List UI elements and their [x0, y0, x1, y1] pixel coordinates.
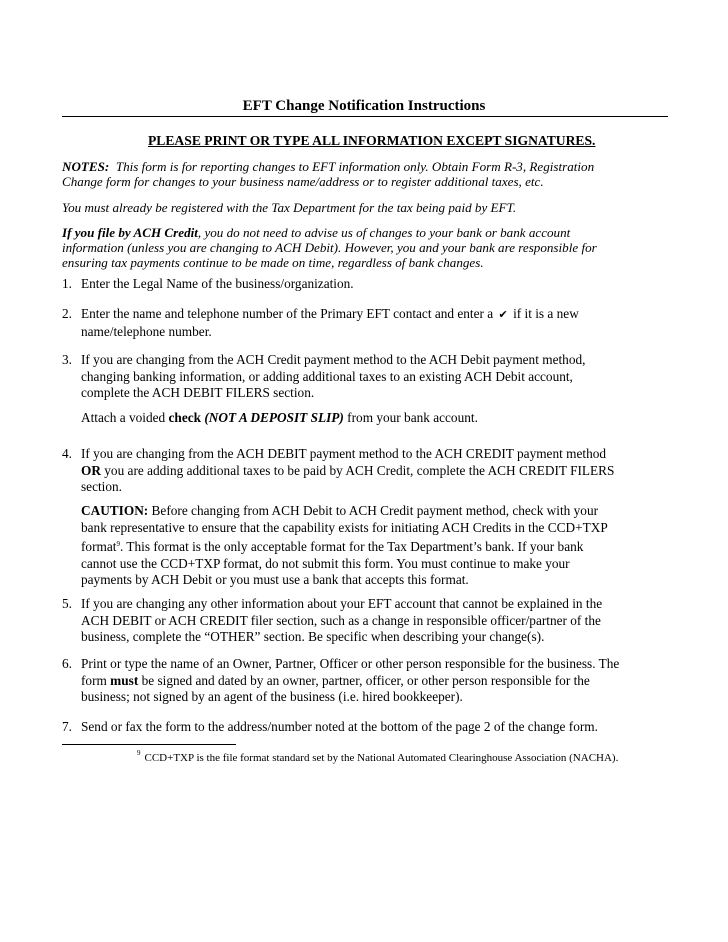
item-2-line-2: name/telephone number. [81, 323, 212, 339]
item-number: 6. [62, 656, 72, 671]
footnote-reference: 9 [116, 540, 120, 548]
item-text: Enter the Legal Name of the business/organization. [81, 276, 354, 291]
item-5-line-1: If you are changing any other information about your EFT account that cannot be explained in the [81, 596, 603, 611]
item-4-line-2: you are adding additional taxes to be paid by ACH Credit, complete the ACH CREDIT FILERS [100, 462, 615, 478]
item-2-text-b: if it is a new [513, 306, 579, 321]
notes-line-1-text: This form is for reporting changes to EFT information only. Obtain Form R-3, Registration [115, 159, 595, 174]
ach-credit-line-3: ensuring tax payments continue to be made on time, regardless of bank changes. [62, 255, 484, 270]
ach-credit-line-2: information (unless you are changing to ACH Debit). However, you and your bank are responsible for [62, 240, 597, 255]
item-6-line-1: Print or type the name of an Owner, Partner, Officer or other person responsible for the business. The [81, 656, 620, 671]
item-text [81, 446, 674, 496]
item-4-line-3: section. [81, 479, 122, 494]
item-3-line-1: If you are changing from the ACH Credit payment method to the ACH Debit payment method, [81, 352, 586, 367]
instruction-item-4-caution [62, 503, 674, 589]
ach-credit-line-1 [62, 225, 672, 240]
page-subtitle: PLEASE PRINT OR TYPE ALL INFORMATION EXCEPT SIGNATURES. [148, 133, 596, 148]
instruction-item-3-attach [62, 410, 674, 427]
attach-text-c: from your bank account. [343, 410, 478, 425]
item-6-line-3: business; not signed by an agent of the business (i.e. hired bookkeeper). [81, 689, 463, 704]
caution-line-5: payments by ACH Debit or you must use a bank that accepts this format. [81, 572, 469, 587]
footnote-text: CCD+TXP is the file format standard set by the National Automated Clearinghouse Association (NACHA). [144, 752, 619, 764]
item-6-form: form [81, 672, 111, 688]
notes-registered: You must already be registered with the Tax Department for the tax being paid by EFT. [62, 200, 517, 215]
instruction-item-5 [62, 596, 674, 646]
item-6-line-2: be signed and dated by an owner, partner, officer, or other person responsible for the [138, 672, 590, 688]
item-text: Send or fax the form to the address/number noted at the bottom of the page 2 of the change form. [81, 719, 598, 734]
attach-check-bold: check [168, 410, 202, 425]
item-2-text-a: Enter the name and telephone number of the Primary EFT contact and enter a [81, 306, 494, 321]
item-text [81, 352, 674, 402]
item-number: 7. [62, 719, 72, 734]
caution-line-3: . This format is the only acceptable format for the Tax Department’s bank. If your bank [119, 539, 584, 554]
item-number: 5. [62, 596, 72, 611]
notes-line-1 [62, 159, 672, 174]
ach-credit-bold: If you file by ACH Credit [62, 225, 198, 240]
instruction-item-4 [62, 446, 674, 496]
item-4-or: OR [81, 462, 101, 478]
notes-label: NOTES: [62, 159, 110, 174]
item-5-line-2: ACH DEBIT or ACH CREDIT filer section, such as a change in responsible officer/partner of the [81, 612, 601, 628]
title-rule [62, 116, 668, 117]
item-5-line-3: business, complete the “OTHER” section. Be specific when describing your change(s). [81, 629, 545, 644]
caution-line-2: bank representative to ensure that the capability exists for initiating ACH Credits in the CCD+TXP [81, 519, 608, 535]
item-number: 2. [62, 306, 72, 321]
attach-not-deposit-slip: (NOT A DEPOSIT SLIP) [204, 410, 344, 425]
instruction-item-6 [62, 656, 674, 706]
item-3-line-2: changing banking information, or adding additional taxes to an existing ACH Debit account, [81, 368, 573, 384]
item-3-line-3: complete the ACH DEBIT FILERS section. [81, 385, 315, 400]
footnote [137, 749, 618, 764]
instruction-item-1 [62, 276, 674, 293]
attach-text-a: Attach a voided [81, 410, 169, 425]
caution-format: format [81, 539, 117, 554]
attach-note [81, 410, 674, 427]
item-number: 4. [62, 446, 72, 461]
item-number: 1. [62, 276, 72, 291]
ach-credit-rest: , you do not need to advise us of changes to your bank or bank account [197, 225, 571, 240]
item-number: 3. [62, 352, 72, 367]
item-6-must: must [110, 672, 139, 688]
caution-label: CAUTION: [81, 503, 149, 518]
notes-ach-credit [62, 225, 672, 270]
caution-line-1: Before changing from ACH Debit to ACH Credit payment method, check with your [148, 503, 599, 518]
item-text [81, 596, 674, 646]
footnote-mark: 9 [137, 749, 141, 757]
item-4-line-1: If you are changing from the ACH DEBIT payment method to the ACH CREDIT payment method [81, 446, 607, 461]
footnote-rule [62, 744, 236, 745]
item-text [81, 306, 674, 340]
instruction-item-3 [62, 352, 674, 402]
caution-text [81, 503, 674, 589]
instruction-item-2 [62, 306, 674, 340]
page-title: EFT Change Notification Instructions [242, 98, 486, 114]
instruction-item-7 [62, 719, 674, 736]
item-text [81, 656, 674, 706]
notes-block [62, 159, 672, 189]
notes-line-2: Change form for changes to your business name/address or to register additional taxes, etc. [62, 174, 544, 189]
checkmark-icon: ✔ [498, 309, 508, 321]
caution-line-4: cannot use the CCD+TXP format, do not submit this form. You must continue to make your [81, 555, 570, 571]
